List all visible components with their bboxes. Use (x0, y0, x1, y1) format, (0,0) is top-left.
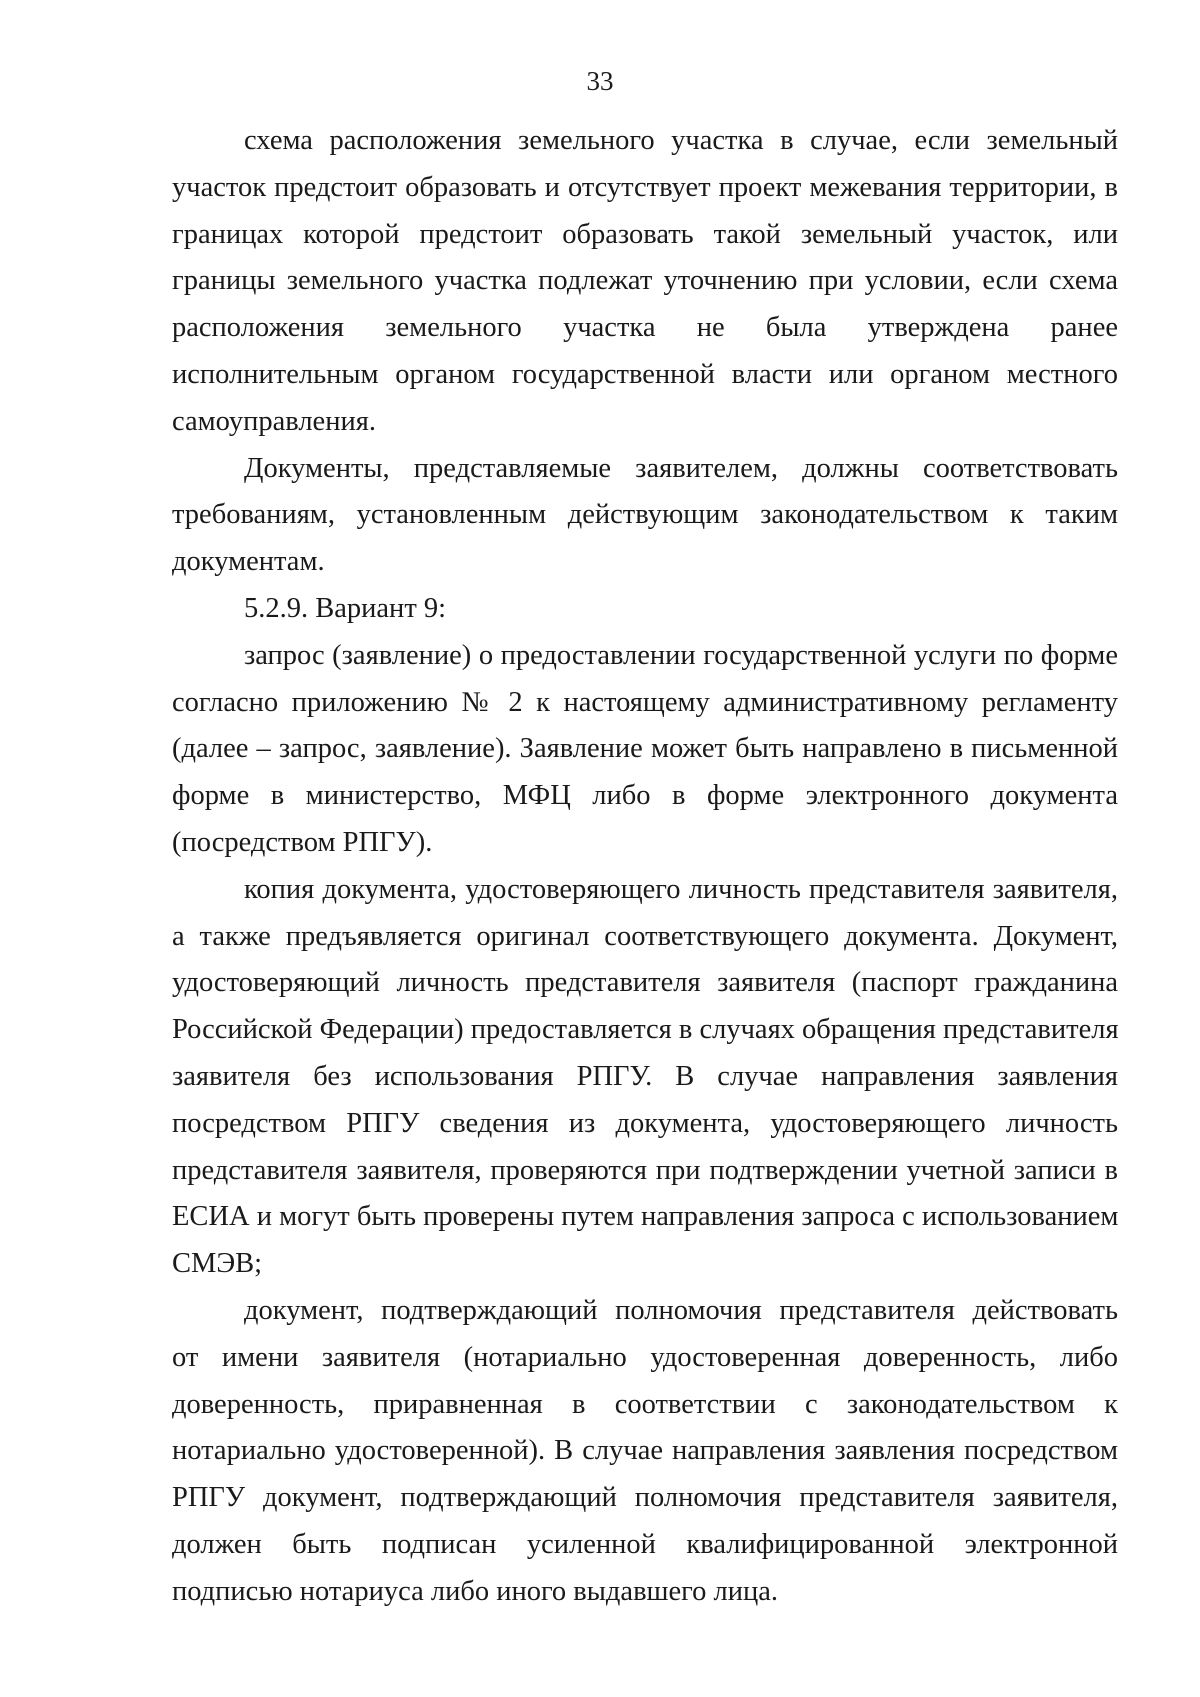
text-line: доверенность, приравненная в соответствии с законодательством к (172, 1388, 1118, 1420)
text-line: заявителя без использования РПГУ. В случае направления заявления (172, 1060, 1118, 1092)
text-line: ЕСИА и могут быть проверены путем направления запроса с использованием (172, 1201, 1119, 1233)
text-line: Документы, представляемые заявителем, должны соответствовать (244, 452, 1118, 484)
text-line: подписью нотариуса либо иного выдавшего лица. (172, 1575, 778, 1607)
text-line: копия документа, удостоверяющего личность представителя заявителя, (244, 873, 1118, 905)
text-line: СМЭВ; (172, 1248, 263, 1280)
text-line: Российской Федерации) предоставляется в случаях обращения представителя (172, 1014, 1119, 1046)
text-line: форме в министерство, МФЦ либо в форме электронного документа (172, 780, 1118, 812)
text-line: границах которой предстоит образовать такой земельный участок, или (172, 218, 1118, 250)
text-line: а также предъявляется оригинал соответствующего документа. Документ, (172, 920, 1118, 952)
text-line: согласно приложению № 2 к настоящему административному регламенту (172, 686, 1118, 718)
text-line: посредством РПГУ сведения из документа, удостоверяющего личность (172, 1107, 1118, 1139)
text-line: документам. (172, 546, 325, 578)
page-number: 33 (586, 66, 614, 96)
paragraph (172, 586, 1118, 633)
paragraph (172, 867, 1118, 1288)
text-line: 5.2.9. Вариант 9: (244, 592, 447, 624)
text-line: самоуправления. (172, 405, 376, 437)
text-line: участок предстоит образовать и отсутствует проект межевания территории, в (172, 171, 1118, 203)
text-line: расположения земельного участка не была утверждена ранее (172, 312, 1118, 344)
text-line: (далее – запрос, заявление). Заявление может быть направлено в письменной (172, 733, 1118, 765)
paragraph (172, 118, 1118, 446)
text-line: схема расположения земельного участка в случае, если земельный (244, 125, 1118, 156)
text-line: границы земельного участка подлежат уточнению при условии, если схема (172, 265, 1118, 297)
text-line: представителя заявителя, проверяются при подтверждении учетной записи в (172, 1154, 1118, 1186)
paragraph (172, 1288, 1118, 1616)
document-body (172, 118, 1118, 1616)
paragraph (172, 633, 1118, 867)
text-line: удостоверяющий личность представителя заявителя (паспорт гражданина (172, 967, 1118, 999)
text-line: запрос (заявление) о предоставлении государственной услуги по форме (244, 639, 1118, 671)
paragraph (172, 446, 1118, 586)
text-line: должен быть подписан усиленной квалифицированной электронной (172, 1528, 1118, 1560)
text-line: требованиям, установленным действующим законодательством к таким (172, 499, 1118, 531)
text-line: исполнительным органом государственной власти или органом местного (172, 358, 1118, 390)
text-line: РПГУ документ, подтверждающий полномочия представителя заявителя, (172, 1482, 1118, 1514)
text-line: (посредством РПГУ). (172, 826, 433, 858)
text-line: от имени заявителя (нотариально удостоверенная доверенность, либо (172, 1341, 1118, 1373)
text-line: нотариально удостоверенной). В случае направления заявления посредством (172, 1435, 1118, 1467)
text-line: документ, подтверждающий полномочия представителя действовать (244, 1294, 1118, 1326)
